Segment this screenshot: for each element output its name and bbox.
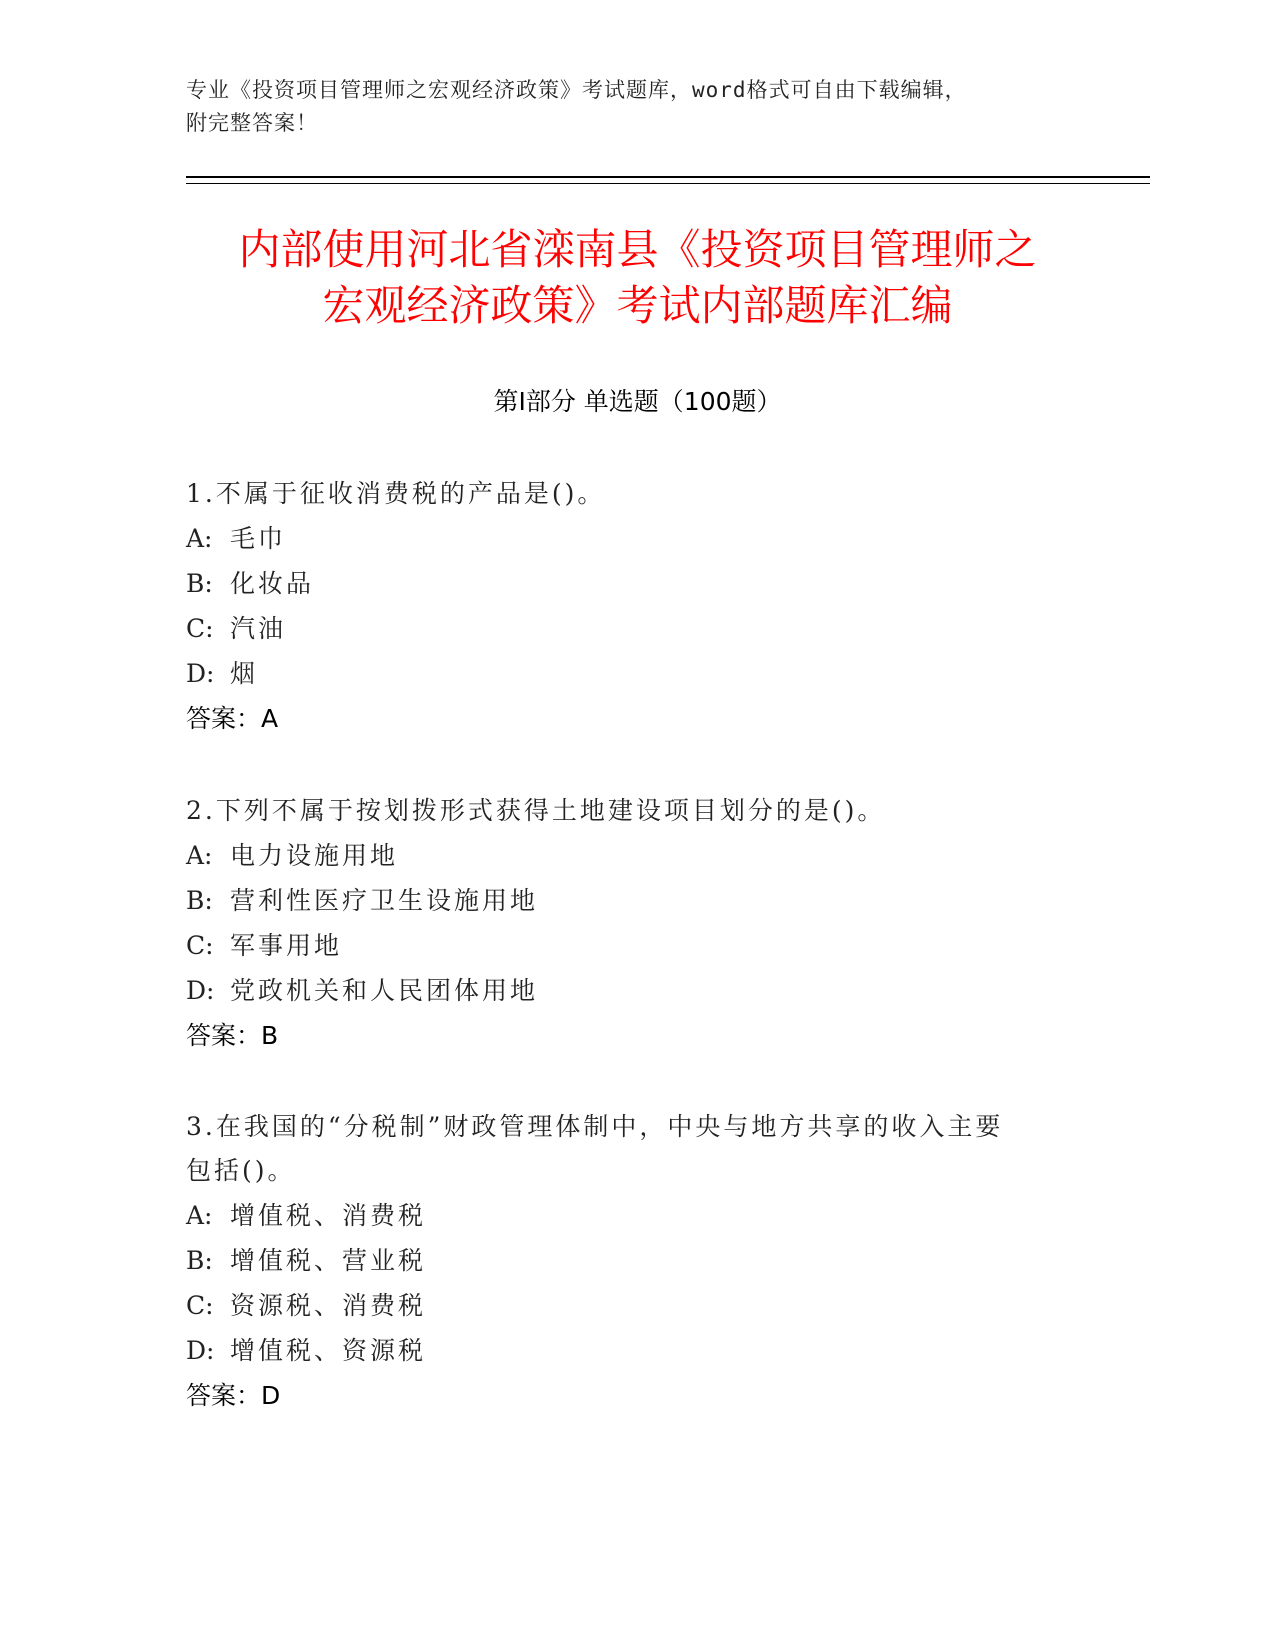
option-key: C:	[186, 614, 214, 643]
option-key: D:	[186, 976, 215, 1005]
option-c	[186, 606, 1086, 651]
option-key: B:	[186, 1246, 213, 1275]
option-text: 党政机关和人民团体用地	[230, 976, 539, 1005]
question-stem: 1.不属于征收消费税的产品是()。	[186, 479, 606, 508]
option-b	[186, 1238, 1086, 1283]
option-text: 汽油	[230, 614, 287, 643]
option-key: D:	[186, 659, 215, 688]
option-key: B:	[186, 886, 213, 915]
option-key: A:	[186, 841, 213, 870]
option-d	[186, 651, 1086, 696]
header-divider-thin	[186, 183, 1150, 184]
option-text: 烟	[230, 659, 259, 688]
document-title	[100, 222, 1175, 334]
answer: 答案：B	[186, 1021, 279, 1050]
question-stem-line-2: 包括()。	[186, 1156, 296, 1185]
header-note-line-1: 专业《投资项目管理师之宏观经济政策》考试题库，word格式可自由下载编辑，	[186, 78, 967, 102]
option-key: A:	[186, 1201, 213, 1230]
option-c	[186, 923, 1086, 968]
header-divider-thick	[186, 176, 1150, 178]
option-text: 增值税、资源税	[230, 1336, 427, 1365]
option-text: 电力设施用地	[230, 841, 399, 870]
option-key: C:	[186, 931, 214, 960]
option-c	[186, 1283, 1086, 1328]
section-heading: 第Ⅰ部分 单选题（100题）	[493, 387, 782, 416]
header-note	[186, 74, 1086, 140]
answer: 答案：D	[186, 1381, 281, 1410]
option-text: 毛巾	[230, 524, 287, 553]
option-text: 增值税、消费税	[230, 1201, 427, 1230]
option-d	[186, 1328, 1086, 1373]
option-a	[186, 833, 1086, 878]
option-b	[186, 561, 1086, 606]
question-2	[186, 789, 1086, 1058]
option-b	[186, 878, 1086, 923]
document-title-line-2: 宏观经济政策》考试内部题库汇编	[322, 281, 953, 330]
option-text: 资源税、消费税	[230, 1291, 427, 1320]
option-key: B:	[186, 569, 213, 598]
option-a	[186, 516, 1086, 561]
option-d	[186, 968, 1086, 1013]
question-1	[186, 472, 1086, 741]
document-title-line-1: 内部使用河北省滦南县《投资项目管理师之	[238, 225, 1037, 274]
option-text: 营利性医疗卫生设施用地	[230, 886, 539, 915]
question-stem: 2.下列不属于按划拨形式获得土地建设项目划分的是()。	[186, 796, 886, 825]
option-text: 化妆品	[230, 569, 315, 598]
option-text: 军事用地	[230, 931, 343, 960]
option-a	[186, 1193, 1086, 1238]
option-key: D:	[186, 1336, 215, 1365]
question-3	[186, 1105, 1086, 1418]
option-text: 增值税、营业税	[230, 1246, 427, 1275]
option-key: C:	[186, 1291, 214, 1320]
option-key: A:	[186, 524, 213, 553]
header-note-line-2: 附完整答案！	[186, 111, 318, 135]
answer: 答案：A	[186, 704, 279, 733]
question-stem-line-1: 3.在我国的“分税制”财政管理体制中，中央与地方共享的收入主要	[186, 1112, 1004, 1141]
